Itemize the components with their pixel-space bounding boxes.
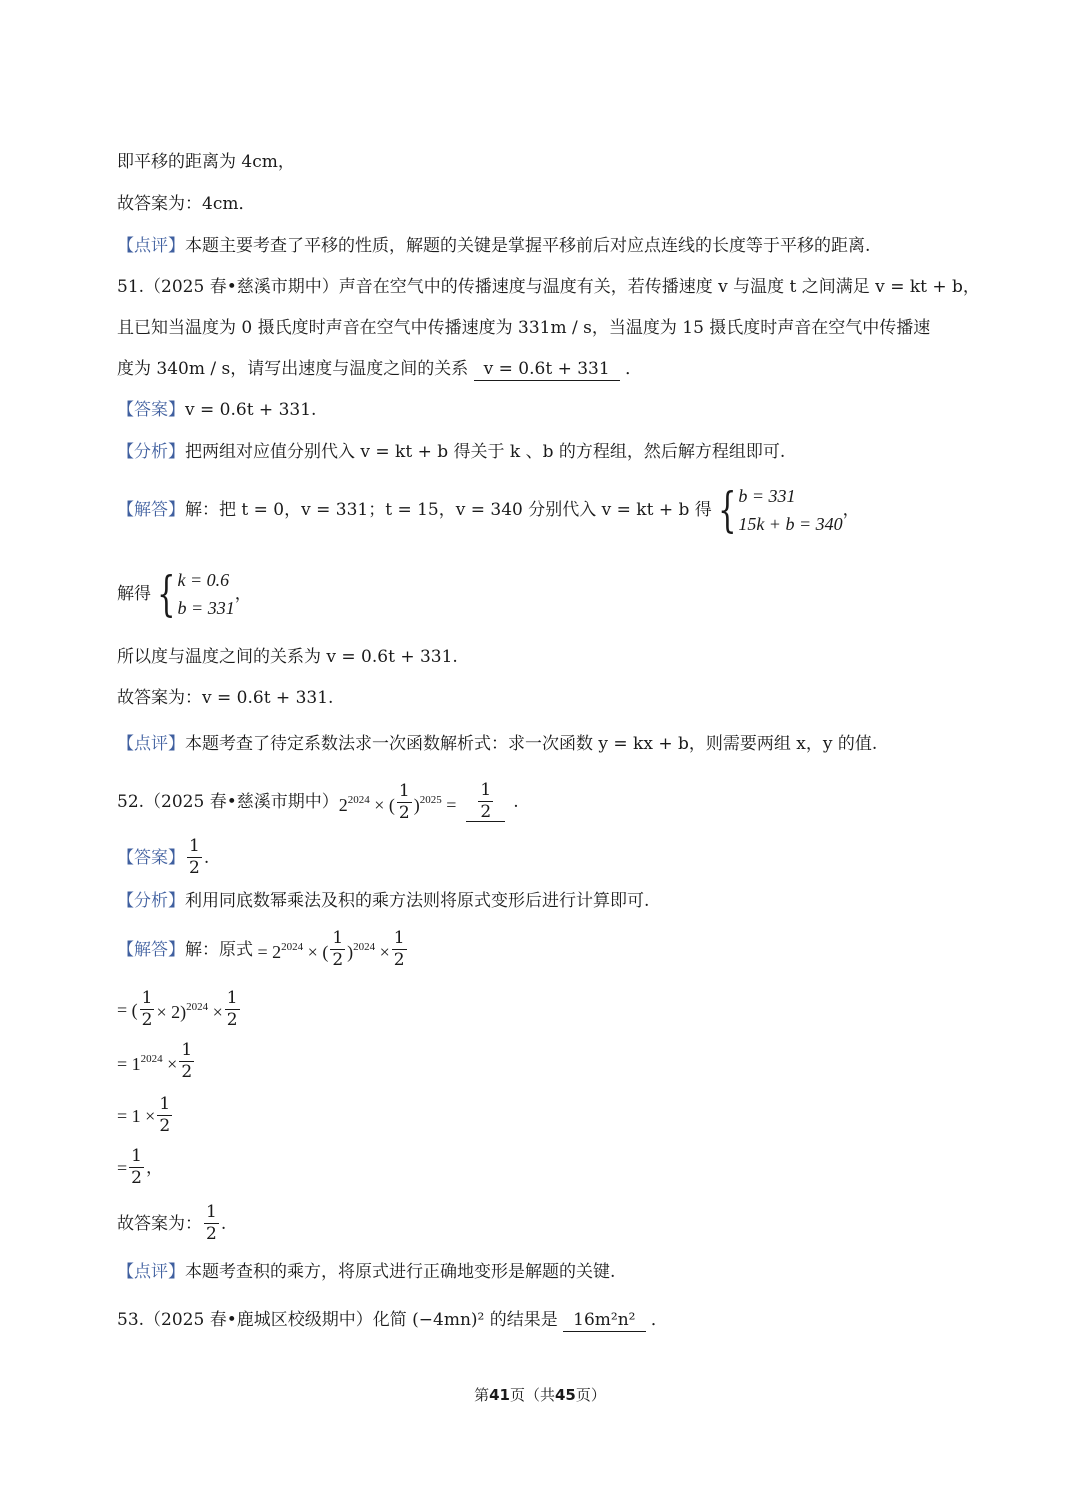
expression: )$^{2025}$ = xyxy=(413,793,457,815)
brace-icon: { xyxy=(157,566,176,622)
solution-text: 解：原式 xyxy=(185,939,253,960)
expression: = $1^{2024}$ × xyxy=(117,1053,178,1074)
text-line: 即平移的距离为 4cm， xyxy=(117,152,295,172)
fraction: $\frac{1}{2}$ xyxy=(206,1202,217,1244)
fraction: $\frac{1}{2}$ xyxy=(226,988,238,1030)
comma: ， xyxy=(842,500,860,520)
expression: = 1 × xyxy=(117,1105,156,1126)
question-52 xyxy=(117,782,519,822)
fraction: $\frac{1}{2}$ xyxy=(332,928,344,970)
tag-solution: 【解答】 xyxy=(117,939,185,960)
solution-51-line3: 所以度与温度之间的关系为 v = 0.6t + 331. xyxy=(117,647,458,667)
analysis-51 xyxy=(117,440,785,464)
solution-52-line1 xyxy=(117,930,409,969)
solution-51-line4: 故答案为：v = 0.6t + 331. xyxy=(117,688,334,708)
answer-text: v = 0.6t + 331. xyxy=(185,400,317,420)
page-footer: 第41页（共45页） xyxy=(474,1386,606,1404)
equation: 15k + b = 340 xyxy=(738,514,843,534)
question-51-line3 xyxy=(117,357,642,381)
period: ． xyxy=(650,1310,668,1330)
tag-comment: 【点评】 xyxy=(117,1262,185,1282)
analysis-52 xyxy=(117,889,649,913)
expression: × 2)$^{2024}$ × xyxy=(156,1001,223,1022)
tag-analysis: 【分析】 xyxy=(117,442,185,462)
solution-text: 解得 xyxy=(117,584,151,604)
answer-blank: v = 0.6t + 331 xyxy=(474,358,620,381)
fraction: $\frac{1}{2}$ xyxy=(189,836,200,878)
fraction: $\frac{1}{2}$ xyxy=(398,780,410,823)
equation: b = 331 xyxy=(738,486,796,506)
comment-text: 本题考查积的乘方，将原式进行正确地变形是解题的关键. xyxy=(185,1262,616,1282)
comment-text: 本题主要考查了平移的性质，解题的关键是掌握平移前后对应点连线的长度等于平移的距离. xyxy=(185,236,871,256)
question-text: 度为 340m / s，请写出速度与温度之间的关系 xyxy=(117,359,469,379)
fraction: $\frac{1}{2}$ xyxy=(393,928,405,970)
question-51-line2: 且已知当温度为 0 摄氏度时声音在空气中传播速度为 331m / s，当温度为 15 摄氏度时声音在空气中传播速 xyxy=(117,318,931,338)
expression: = xyxy=(117,1157,128,1178)
comma: ， xyxy=(234,584,252,604)
tag-answer: 【答案】 xyxy=(117,847,185,868)
comment-text: 本题考查了待定系数法求一次函数解析式：求一次函数 y = kx + b，则需要两组 x，y 的值. xyxy=(185,734,878,754)
equation: k = 0.6 xyxy=(177,570,230,590)
fraction: $\frac{1}{2}$ xyxy=(159,1094,171,1136)
tag-comment: 【点评】 xyxy=(117,734,185,754)
question-text: 52.（2025 春•慈溪市期中） xyxy=(117,792,339,812)
period: . xyxy=(513,792,519,812)
solution-52-line6 xyxy=(117,1204,226,1243)
solution-52-line4 xyxy=(117,1096,174,1135)
comma: ， xyxy=(145,1157,163,1178)
tag-answer: 【答案】 xyxy=(117,400,185,420)
solution-text: 解：把 t = 0，v = 331；t = 15，v = 340 分别代入 v = kt + b 得 xyxy=(185,500,712,520)
answer-blank: 16m²n² xyxy=(563,1309,645,1332)
text-line: 故答案为：4cm． xyxy=(117,194,256,214)
period: . xyxy=(220,1213,227,1234)
expression: $2^{2024}$ × ( xyxy=(338,793,395,815)
answer-blank: $\frac{1}{2}$ xyxy=(466,782,505,822)
comment-52 xyxy=(117,1260,615,1284)
question-53 xyxy=(117,1308,668,1332)
brace-icon: { xyxy=(717,482,737,538)
period: ． xyxy=(625,359,643,379)
tag-analysis: 【分析】 xyxy=(117,891,185,911)
solution-52-line5 xyxy=(117,1148,163,1187)
solution-52-line2 xyxy=(117,990,242,1029)
solution-51-line1 xyxy=(117,482,860,538)
equation-system xyxy=(151,566,235,622)
solution-52-line3 xyxy=(117,1042,196,1081)
text-line xyxy=(117,234,870,258)
expression: = ( xyxy=(117,999,138,1020)
question-text: 53.（2025 春•鹿城区校级期中）化简 (−4mn)² 的结果是 xyxy=(117,1310,558,1330)
expression: = $2^{2024}$ × ( xyxy=(257,941,329,962)
answer-52 xyxy=(117,838,209,877)
question-51-line1: 51.（2025 春•慈溪市期中）声音在空气中的传播速度与温度有关，若传播速度 v 与温度 t 之间满足 v = kt + b， xyxy=(117,277,980,297)
solution-text: 故答案为： xyxy=(117,1213,202,1234)
period: . xyxy=(203,847,210,868)
equation-system xyxy=(712,482,843,538)
comment-51 xyxy=(117,732,877,756)
tag-comment: 【点评】 xyxy=(117,236,185,256)
analysis-text: 利用同底数幂乘法及积的乘方法则将原式变形后进行计算即可. xyxy=(185,891,650,911)
fraction: $\frac{1}{2}$ xyxy=(181,1040,193,1082)
fraction: $\frac{1}{2}$ xyxy=(141,988,153,1030)
fraction: $\frac{1}{2}$ xyxy=(131,1146,142,1188)
analysis-text: 把两组对应值分别代入 v = kt + b 得关于 k 、b 的方程组，然后解方程组即可. xyxy=(185,442,786,462)
tag-solution: 【解答】 xyxy=(117,500,185,520)
equation: b = 331 xyxy=(177,598,235,618)
solution-51-line2 xyxy=(117,566,252,622)
expression: )$^{2024}$ × xyxy=(347,941,390,962)
answer-51 xyxy=(117,398,316,422)
